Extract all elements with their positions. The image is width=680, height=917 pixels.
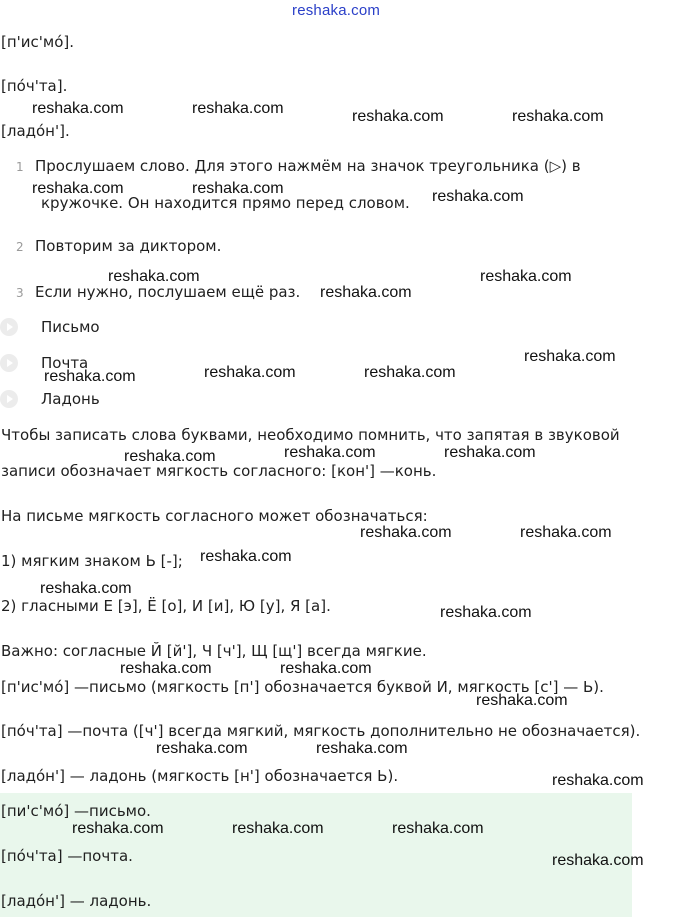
paragraph-softness: На письме мягкость согласного может обозначаться: <box>1 507 428 525</box>
watermark-text: reshaka.com <box>32 100 124 117</box>
play-icon[interactable] <box>0 318 18 336</box>
watermark-text: reshaka.com <box>320 284 412 301</box>
watermark-text: reshaka.com <box>316 740 408 757</box>
watermark-text: reshaka.com <box>200 548 292 565</box>
step-number: 1 <box>16 160 24 174</box>
watermark-text: reshaka.com <box>392 820 484 837</box>
watermark-text: reshaka.com <box>552 772 644 789</box>
watermark-text: reshaka.com <box>512 108 604 125</box>
watermark-text: reshaka.com <box>156 740 248 757</box>
answer-ladon: [ладо́н'] — ладонь. <box>1 892 152 910</box>
watermark-text: reshaka.com <box>364 364 456 381</box>
explanation-pismo: [п'ис'мо́] —письмо (мягкость [п'] обозначается буквой И, мягкость [с'] — Ь). <box>1 678 604 696</box>
paragraph-important: Важно: согласные Й [й'], Ч [ч'], Щ [щ'] всегда мягкие. <box>1 642 427 660</box>
step-text-continued: кружочке. Он находится прямо перед словом. <box>41 194 410 212</box>
transcription-pochta: [по́ч'та]. <box>1 77 68 95</box>
step-number: 3 <box>16 286 24 300</box>
watermark-text: reshaka.com <box>44 368 136 385</box>
audio-label: Почта <box>41 354 89 372</box>
watermark-text: reshaka.com <box>552 852 644 869</box>
watermark-text: reshaka.com <box>120 660 212 677</box>
site-header-logo[interactable]: reshaka.com <box>292 2 381 19</box>
watermark-text: reshaka.com <box>444 444 536 461</box>
watermark-text: reshaka.com <box>204 364 296 381</box>
transcription-pismo: [п'ис'мо́]. <box>1 33 75 51</box>
list-item-vowels: 2) гласными Е [э], Ё [о], И [и], Ю [у], Я [а]. <box>1 597 331 615</box>
watermark-text: reshaka.com <box>32 180 124 197</box>
answer-pochta: [по́ч'та] —почта. <box>1 847 133 865</box>
answer-pismo: [пи'с'мо́] —письмо. <box>1 802 151 820</box>
audio-label: Письмо <box>41 318 100 336</box>
watermark-text: reshaka.com <box>360 524 452 541</box>
watermark-text: reshaka.com <box>352 108 444 125</box>
step-text: Повторим за диктором. <box>35 237 222 255</box>
watermark-text: reshaka.com <box>192 180 284 197</box>
explanation-pochta: [по́ч'та] —почта ([ч'] всегда мягкий, мягкость дополнительно не обозначается). <box>1 722 641 740</box>
step-text: Прослушаем слово. Для этого нажмём на значок треугольника (▷) в <box>35 157 581 175</box>
watermark-text: reshaka.com <box>72 820 164 837</box>
watermark-text: reshaka.com <box>192 100 284 117</box>
watermark-text: reshaka.com <box>432 188 524 205</box>
play-icon[interactable] <box>0 390 18 408</box>
watermark-text: reshaka.com <box>476 692 568 709</box>
watermark-text: reshaka.com <box>280 660 372 677</box>
step-number: 2 <box>16 240 24 254</box>
watermark-text: reshaka.com <box>40 580 132 597</box>
watermark-text: reshaka.com <box>124 448 216 465</box>
play-icon[interactable] <box>0 354 18 372</box>
watermark-text: reshaka.com <box>520 524 612 541</box>
paragraph-rule-cont: записи обозначает мягкость согласного: [кон'] —конь. <box>1 462 437 480</box>
paragraph-rule: Чтобы записать слова буквами, необходимо помнить, что запятая в звуковой <box>1 426 620 444</box>
watermark-text: reshaka.com <box>440 604 532 621</box>
explanation-ladon: [ладо́н'] — ладонь (мягкость [н'] обозначается Ь). <box>1 767 399 785</box>
watermark-text: reshaka.com <box>284 444 376 461</box>
watermark-text: reshaka.com <box>108 268 200 285</box>
list-item-soft-sign: 1) мягким знаком Ь [-]; <box>1 552 183 570</box>
watermark-text: reshaka.com <box>524 348 616 365</box>
watermark-text: reshaka.com <box>232 820 324 837</box>
step-text: Если нужно, послушаем ещё раз. <box>35 283 301 301</box>
transcription-ladon: [ладо́н']. <box>1 122 70 140</box>
watermark-text: reshaka.com <box>480 268 572 285</box>
audio-label: Ладонь <box>41 390 100 408</box>
